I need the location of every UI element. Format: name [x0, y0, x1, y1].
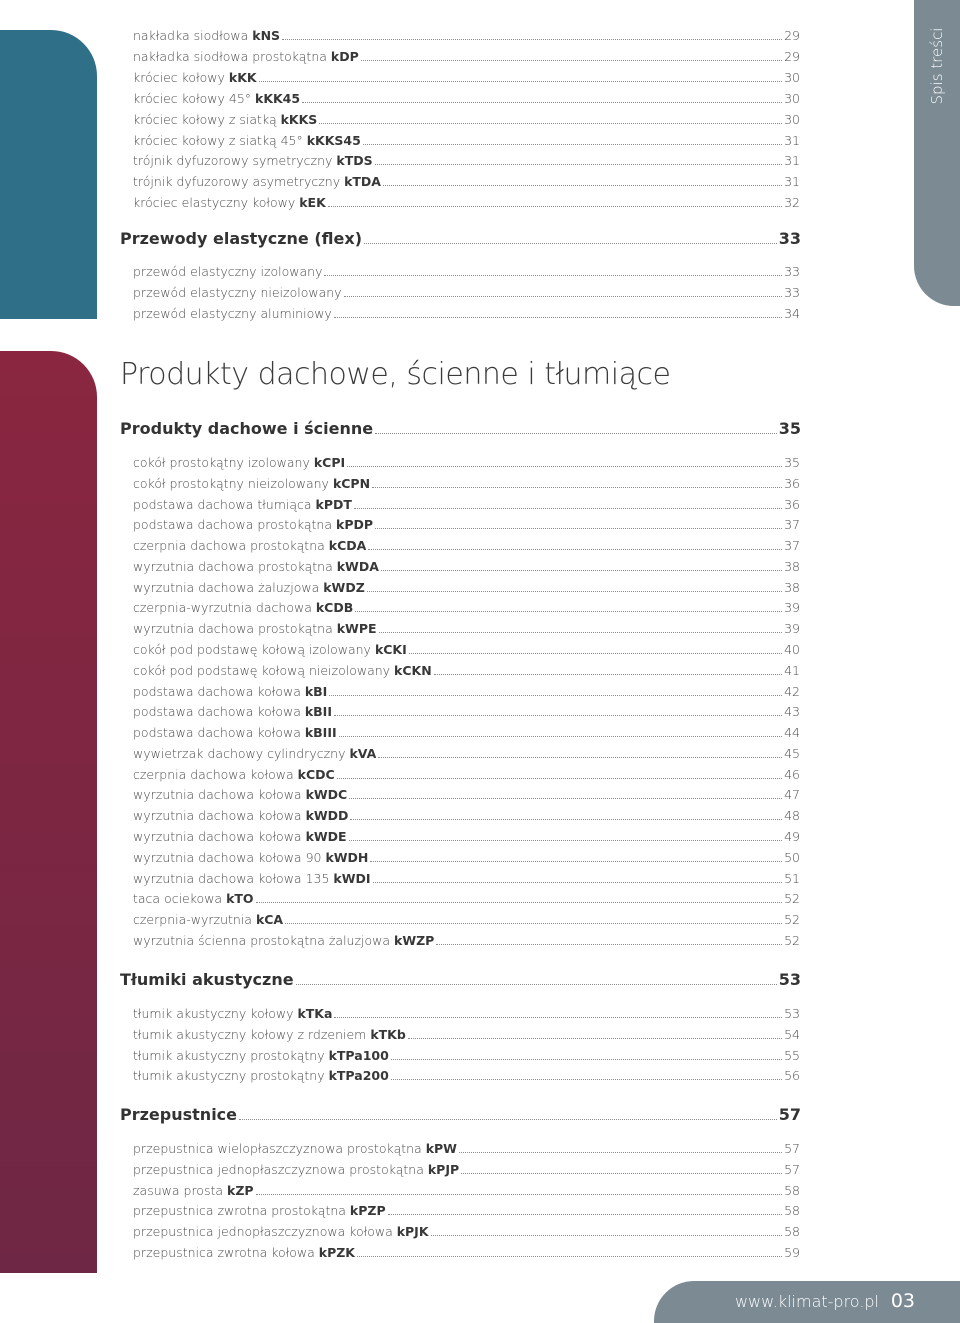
- toc-entry-code: kWDZ: [323, 579, 365, 595]
- toc-entry-code: kCDB: [315, 600, 354, 616]
- toc-page-number: 54: [784, 1026, 800, 1042]
- toc-page-number: 49: [784, 829, 800, 845]
- toc-section-heading[interactable]: [120, 419, 801, 438]
- toc-entry[interactable]: [133, 133, 800, 148]
- toc-entry[interactable]: [133, 580, 800, 595]
- toc-entry-code: kPZK: [318, 1245, 355, 1260]
- dot-leader: [256, 902, 783, 903]
- toc-page-number: 31: [784, 174, 800, 190]
- toc-entry-label: [133, 891, 254, 906]
- toc-page-number: 38: [784, 579, 800, 595]
- toc-entry-text: cokół prostokątny nieizolowany: [133, 475, 333, 491]
- dot-leader: [431, 1235, 783, 1236]
- toc-entry-text: wyrzutnia dachowa kołowa 90: [133, 849, 326, 865]
- toc-page-number: 35: [784, 455, 800, 470]
- toc-entry-text: wyrzutnia ścienna prostokątna żaluzjowa: [133, 932, 394, 948]
- toc-entry-text: króciec kołowy z siatką 45°: [133, 132, 307, 148]
- toc-entry-label: [133, 174, 381, 189]
- dot-leader: [388, 1214, 782, 1215]
- dot-leader: [328, 206, 782, 207]
- toc-entry[interactable]: [133, 850, 800, 865]
- toc-entry-label: [133, 600, 353, 615]
- dot-leader: [355, 611, 782, 612]
- toc-entry-text: wyrzutnia dachowa kołowa: [133, 787, 306, 803]
- toc-entry[interactable]: [133, 1027, 800, 1042]
- toc-entry-label: [133, 1068, 389, 1083]
- toc-entry-label: [133, 497, 352, 512]
- toc-entry[interactable]: [133, 621, 800, 636]
- toc-entry-label: [133, 153, 373, 168]
- toc-page-number: 39: [784, 621, 800, 637]
- toc-entry[interactable]: [133, 684, 800, 699]
- toc-entry-text: tłumik akustyczny kołowy: [133, 1006, 298, 1021]
- toc-page-number: 36: [784, 475, 800, 491]
- dot-leader: [409, 653, 782, 654]
- toc-entry-text: wyrzutnia dachowa kołowa: [133, 829, 306, 845]
- toc-entry-label: [133, 195, 326, 210]
- toc-entry-text: zasuwa prosta: [133, 1182, 228, 1198]
- toc-page-number: 58: [784, 1182, 800, 1198]
- toc-entry-text: króciec kołowy z siatką: [133, 111, 281, 127]
- toc-entry[interactable]: [133, 933, 800, 948]
- toc-page-number: 43: [784, 704, 800, 720]
- toc-page-number: 52: [784, 932, 800, 948]
- toc-entry-text: króciec kołowy 45°: [133, 90, 255, 106]
- toc-entry-label: [133, 264, 322, 279]
- toc-page-number: 36: [784, 496, 800, 512]
- dot-leader: [349, 840, 783, 841]
- toc-entry-text: cokół pod podstawę kołową izolowany: [133, 642, 375, 658]
- toc-entry-text: przepustnica wielopłaszczyznowa prostokątna: [133, 1141, 426, 1156]
- toc-page-number: 50: [784, 849, 800, 865]
- toc-page-number: 58: [784, 1203, 800, 1219]
- toc-entry[interactable]: [133, 808, 800, 823]
- toc-entry-label: [133, 112, 317, 127]
- toc-page-number: 29: [784, 48, 800, 64]
- toc-entry[interactable]: [133, 1245, 800, 1260]
- dot-leader: [391, 1079, 782, 1080]
- toc-page-number: 58: [784, 1224, 800, 1240]
- toc-entry-text: podstawa dachowa prostokątna: [133, 517, 336, 533]
- toc-entry-code: kTDA: [344, 174, 381, 190]
- toc-entry-text: przepustnica jednopłaszczyznowa prostokątna: [133, 1161, 428, 1177]
- toc-entry-label: [133, 28, 280, 43]
- dot-leader: [375, 528, 782, 529]
- toc-entry-code: kWDH: [325, 849, 369, 865]
- toc-entry-label: [133, 559, 379, 574]
- toc-entry-text: czerpnia-wyrzutnia: [133, 912, 256, 928]
- decorative-band-blue: [0, 30, 97, 319]
- toc-entry-text: wyrzutnia dachowa prostokątna: [133, 558, 337, 574]
- toc-entry[interactable]: [133, 70, 800, 85]
- toc-entry-text: wyrzutnia dachowa kołowa 135: [133, 870, 334, 886]
- toc-entry-code: kTO: [226, 891, 254, 907]
- dot-leader: [350, 819, 782, 820]
- toc-page-number: 52: [784, 891, 800, 907]
- toc-entry[interactable]: [133, 285, 800, 300]
- toc-entry-code: kPDT: [315, 496, 352, 512]
- toc-entry-code: kCPN: [332, 475, 371, 491]
- toc-entry-code: kTKb: [370, 1026, 406, 1042]
- toc-entry-label: [133, 517, 373, 532]
- toc-entry-code: kWZP: [394, 932, 435, 948]
- toc-entry-text: podstawa dachowa tłumiąca: [133, 496, 316, 512]
- toc-page-number: 57: [784, 1141, 800, 1156]
- toc-entry-code: kKKS: [280, 111, 318, 127]
- toc-entry[interactable]: [133, 306, 800, 321]
- toc-entry[interactable]: [133, 725, 800, 740]
- toc-entry-text: wyrzutnia dachowa kołowa: [133, 808, 306, 824]
- toc-entry-label: [133, 455, 345, 470]
- toc-entry-text: wyrzutnia dachowa prostokątna: [133, 621, 337, 637]
- toc-entry-label: [133, 1162, 459, 1177]
- toc-entry[interactable]: [133, 476, 800, 491]
- dot-leader: [408, 1038, 782, 1039]
- dot-leader: [349, 798, 782, 799]
- toc-entry-text: czerpnia dachowa prostokątna: [133, 538, 329, 554]
- toc-entry[interactable]: [133, 538, 800, 553]
- toc-entry-text: przepustnica jednopłaszczyznowa kołowa: [133, 1224, 397, 1240]
- toc-entry-code: kKK: [228, 69, 257, 85]
- dot-leader: [302, 102, 782, 103]
- toc-entry-text: przewód elastyczny izolowany: [133, 264, 323, 279]
- dot-leader: [337, 778, 782, 779]
- dot-leader: [372, 487, 782, 488]
- toc-page-number: 47: [784, 787, 800, 803]
- toc-entry[interactable]: [133, 787, 800, 802]
- toc-entry-text: króciec kołowy: [133, 69, 229, 85]
- toc-entry[interactable]: [133, 517, 800, 532]
- toc-entry-label: [133, 1027, 406, 1042]
- toc-entry-label: [133, 1048, 389, 1063]
- toc-entry-label: [133, 704, 332, 719]
- toc-entry-code: kWDE: [305, 829, 347, 845]
- toc-entry-code: kBII: [304, 704, 332, 720]
- toc-page-number: 51: [784, 870, 800, 886]
- dot-leader: [368, 549, 782, 550]
- toc-entry[interactable]: [133, 1006, 800, 1021]
- toc-entry-code: kPDP: [336, 517, 374, 533]
- toc-entry[interactable]: [133, 891, 800, 906]
- toc-entry-label: [133, 49, 359, 64]
- toc-entry-code: kBI: [304, 683, 328, 699]
- toc-entry-code: kTPa100: [328, 1047, 389, 1063]
- toc-page-number: 53: [784, 1006, 800, 1021]
- toc-entry-code: kWDD: [305, 808, 349, 824]
- dot-leader: [334, 1017, 782, 1018]
- toc-page-number: 30: [784, 111, 800, 127]
- toc-entry-code: kNS: [252, 28, 281, 43]
- toc-entry-text: tłumik akustyczny kołowy z rdzeniem: [133, 1026, 371, 1042]
- toc-entry-label: [133, 912, 283, 927]
- toc-heading-label: Produkty dachowe i ścienne: [120, 419, 374, 438]
- toc-entry[interactable]: [133, 829, 800, 844]
- toc-entry-label: [133, 1006, 332, 1021]
- toc-entry-label: [133, 133, 361, 148]
- toc-entry-text: czerpnia-wyrzutnia dachowa: [133, 600, 316, 616]
- dot-leader: [361, 60, 782, 61]
- footer-url[interactable]: www.klimat-pro.pl: [734, 1292, 879, 1311]
- toc-entry[interactable]: [133, 746, 800, 761]
- toc-page-number: 30: [784, 69, 800, 85]
- side-tab-label: Spis treści: [928, 27, 946, 105]
- toc-entry-label: [133, 621, 377, 636]
- toc-entry-label: [133, 663, 432, 678]
- toc-entry[interactable]: [133, 600, 800, 615]
- toc-entry[interactable]: [133, 1203, 800, 1218]
- toc-entry[interactable]: [133, 497, 800, 512]
- toc-entry-label: [133, 829, 347, 844]
- toc-entry-text: nakładka siodłowa: [133, 28, 253, 43]
- dot-leader: [378, 757, 782, 758]
- toc-entry-label: [133, 476, 370, 491]
- dot-leader: [324, 275, 782, 276]
- dot-leader: [259, 81, 783, 82]
- dot-leader: [373, 882, 783, 883]
- toc-entry-label: [133, 1224, 429, 1239]
- toc-heading-label: Tłumiki akustyczne: [120, 970, 294, 989]
- toc-entry-label: [133, 808, 348, 823]
- toc-page-number: 41: [784, 662, 800, 678]
- toc-entry-label: [133, 642, 407, 657]
- toc-entry-label: [133, 70, 257, 85]
- toc-entry[interactable]: [133, 264, 800, 279]
- dot-leader: [329, 695, 782, 696]
- toc-entry-label: [133, 538, 366, 553]
- dot-leader: [434, 674, 782, 675]
- toc-page-number: 53: [778, 970, 801, 989]
- toc-entry-code: kTDS: [336, 153, 373, 169]
- toc-page-number: 33: [784, 264, 800, 279]
- toc-entry-code: kWPE: [336, 621, 377, 637]
- toc-entry-code: kDP: [330, 48, 359, 64]
- toc-section-heading[interactable]: [120, 229, 801, 248]
- toc-page-number: 30: [784, 90, 800, 106]
- toc-entry[interactable]: [133, 1068, 800, 1083]
- toc-entry-label: [133, 767, 335, 782]
- toc-entry-text: tłumik akustyczny prostokątny: [133, 1047, 329, 1063]
- dot-leader: [436, 944, 782, 945]
- dot-leader: [379, 632, 783, 633]
- toc-page-number: 46: [784, 766, 800, 782]
- dot-leader: [347, 466, 782, 467]
- toc-entry-label: [133, 684, 327, 699]
- toc-page-number: 39: [784, 600, 800, 616]
- toc-page-number: 44: [784, 725, 800, 741]
- toc-entry-code: kZP: [227, 1182, 254, 1198]
- toc-page-number: 45: [784, 745, 800, 761]
- toc-entry-code: kTKa: [297, 1006, 333, 1021]
- toc-page-number: 57: [784, 1161, 800, 1177]
- toc-entry-text: nakładka siodłowa prostokątna: [133, 48, 331, 64]
- dot-leader: [256, 1194, 783, 1195]
- toc-page-number: 59: [784, 1245, 800, 1260]
- toc-entry[interactable]: [133, 642, 800, 657]
- toc-entry-code: kKK45: [255, 90, 301, 106]
- section-title: Produkty dachowe, ścienne i tłumiące: [120, 357, 671, 392]
- toc-entry[interactable]: [133, 663, 800, 678]
- dot-leader: [363, 144, 782, 145]
- toc-entry[interactable]: [133, 28, 800, 43]
- decorative-band-red: [0, 351, 97, 1273]
- toc-entry[interactable]: [133, 153, 800, 168]
- toc-entry-label: [133, 580, 365, 595]
- dot-leader: [370, 861, 782, 862]
- toc-entry-text: trójnik dyfuzorowy symetryczny: [133, 153, 337, 169]
- toc-entry-label: [133, 933, 434, 948]
- toc-section-heading[interactable]: [120, 970, 801, 989]
- toc-entry-text: podstawa dachowa kołowa: [133, 725, 305, 741]
- dot-leader: [334, 317, 782, 318]
- toc-entry-text: króciec elastyczny kołowy: [133, 195, 300, 211]
- toc-entry-text: wyrzutnia dachowa żaluzjowa: [133, 579, 324, 595]
- toc-entry-label: [133, 1245, 355, 1260]
- toc-entry-code: kWDC: [305, 787, 348, 803]
- toc-entry[interactable]: [133, 1183, 800, 1198]
- toc-entry-label: [133, 871, 371, 886]
- toc-entry-label: [133, 746, 376, 761]
- dot-leader: [391, 1059, 782, 1060]
- toc-entry-text: podstawa dachowa kołowa: [133, 683, 305, 699]
- toc-page-number: 55: [784, 1047, 800, 1063]
- toc-entry-code: kCA: [255, 912, 284, 928]
- toc-page-number: 34: [784, 305, 800, 321]
- toc-entry-label: [133, 306, 332, 321]
- toc-entry[interactable]: [133, 1048, 800, 1063]
- toc-entry[interactable]: [133, 767, 800, 782]
- toc-section-heading[interactable]: [120, 1105, 801, 1124]
- dot-leader: [296, 984, 777, 985]
- toc-entry[interactable]: [133, 91, 800, 106]
- toc-entry-text: tłumik akustyczny prostokątny: [133, 1068, 329, 1084]
- toc-entry-text: trójnik dyfuzorowy asymetryczny: [133, 174, 345, 190]
- toc-entry[interactable]: [133, 871, 800, 886]
- toc-entry-label: [133, 91, 300, 106]
- dot-leader: [383, 185, 782, 186]
- toc-page-number: 37: [784, 538, 800, 554]
- toc-entry-code: kCKI: [374, 642, 407, 658]
- toc-entry-code: kWDI: [333, 870, 371, 886]
- toc-entry-label: [133, 725, 337, 740]
- dot-leader: [375, 164, 782, 165]
- toc-entry-text: cokół prostokątny izolowany: [133, 455, 314, 470]
- toc-page-number: 40: [784, 642, 800, 658]
- toc-entry[interactable]: [133, 1162, 800, 1177]
- toc-entry-code: kCPI: [313, 455, 346, 470]
- toc-entry-label: [133, 1183, 254, 1198]
- dot-leader: [381, 570, 782, 571]
- toc-entry-label: [133, 285, 342, 300]
- toc-page-number: 31: [784, 132, 800, 148]
- toc-entry-text: przewód elastyczny nieizolowany: [133, 284, 342, 300]
- dot-leader: [459, 1152, 782, 1153]
- toc-entry[interactable]: [133, 112, 800, 127]
- dot-leader: [354, 508, 782, 509]
- dot-leader: [282, 39, 782, 40]
- toc-entry[interactable]: [133, 195, 800, 210]
- toc-entry-text: przewód elastyczny aluminiowy: [133, 305, 332, 321]
- toc-entry-code: kPZP: [349, 1203, 386, 1219]
- toc-entry-text: cokół pod podstawę kołową nieizolowany: [133, 662, 395, 678]
- dot-leader: [367, 591, 782, 592]
- toc-entry-code: kWDA: [336, 558, 379, 574]
- toc-entry-text: wywietrzak dachowy cylindryczny: [133, 745, 350, 761]
- toc-page-number: 52: [784, 912, 800, 928]
- dot-leader: [375, 433, 777, 434]
- toc-entry-label: [133, 1203, 386, 1218]
- page-number: 03: [890, 1290, 915, 1312]
- toc-page-number: 56: [784, 1068, 800, 1084]
- dot-leader: [344, 296, 783, 297]
- toc-entry[interactable]: [133, 49, 800, 64]
- toc-entry-code: kPJK: [396, 1224, 429, 1240]
- toc-page-number: 57: [778, 1105, 801, 1124]
- toc-entry-code: kCKN: [394, 662, 432, 678]
- toc-entry-code: kPJP: [427, 1161, 460, 1177]
- toc-entry[interactable]: [133, 1141, 800, 1156]
- toc-entry[interactable]: [133, 455, 800, 470]
- dot-leader: [334, 715, 782, 716]
- toc-entry-code: kBIII: [304, 725, 337, 741]
- toc-entry-code: kVA: [349, 745, 377, 761]
- toc-entry-text: podstawa dachowa kołowa: [133, 704, 305, 720]
- dot-leader: [239, 1119, 777, 1120]
- toc-heading-label: Przepustnice: [120, 1105, 238, 1124]
- toc-page-number: 29: [784, 28, 800, 43]
- toc-entry-text: taca ociekowa: [133, 891, 227, 907]
- toc-entry-label: [133, 850, 368, 865]
- toc-heading-label: Przewody elastyczne (flex): [120, 229, 363, 248]
- toc-entry-label: [133, 1141, 457, 1156]
- toc-entry-code: kKKS45: [306, 132, 361, 148]
- toc-entry-text: przepustnica zwrotna prostokątna: [133, 1203, 350, 1219]
- dot-leader: [285, 923, 782, 924]
- toc-page-number: 48: [784, 808, 800, 824]
- dot-leader: [339, 736, 782, 737]
- toc-entry[interactable]: [133, 559, 800, 574]
- toc-entry-text: czerpnia dachowa kołowa: [133, 766, 298, 782]
- dot-leader: [357, 1256, 782, 1257]
- dot-leader: [364, 243, 777, 244]
- toc-entry[interactable]: [133, 1224, 800, 1239]
- toc-page-number: 33: [784, 284, 800, 300]
- toc-page-number: 32: [784, 195, 800, 211]
- toc-page-number: 42: [784, 683, 800, 699]
- toc-entry-text: przepustnica zwrotna kołowa: [133, 1245, 319, 1260]
- toc-entry-label: [133, 787, 347, 802]
- dot-leader: [319, 123, 782, 124]
- dot-leader: [461, 1173, 782, 1174]
- toc-page-number: 37: [784, 517, 800, 533]
- toc-entry[interactable]: [133, 704, 800, 719]
- toc-page-number: 33: [778, 229, 801, 248]
- toc-page-number: 38: [784, 558, 800, 574]
- toc-entry-code: kCDA: [328, 538, 367, 554]
- toc-entry-code: kTPa200: [328, 1068, 389, 1084]
- toc-page-number: 35: [778, 419, 801, 438]
- toc-entry[interactable]: [133, 174, 800, 189]
- toc-entry-code: kPW: [425, 1141, 457, 1156]
- toc-entry[interactable]: [133, 912, 800, 927]
- toc-entry-code: kEK: [299, 195, 326, 211]
- toc-page-number: 31: [784, 153, 800, 169]
- toc-entry-code: kCDC: [297, 766, 335, 782]
